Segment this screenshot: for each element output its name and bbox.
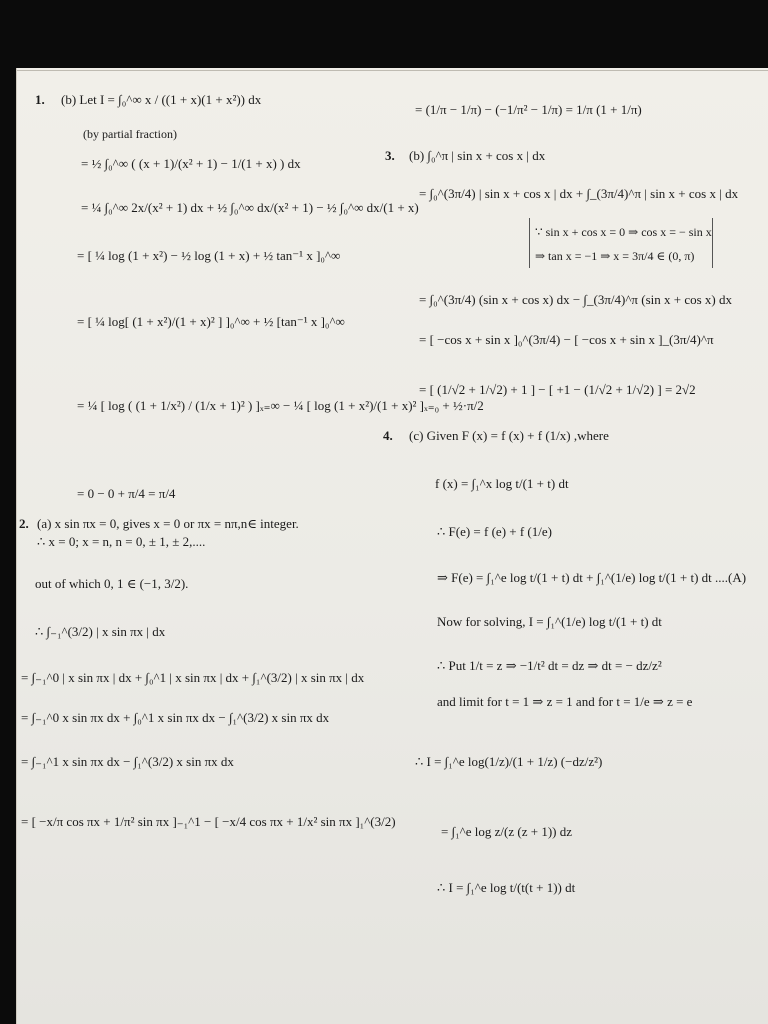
q1b-step-2: = ¼ ∫₀^∞ 2x/(x² + 1) dx + ½ ∫₀^∞ dx/(x² + 1) − ½ ∫₀^∞ dx/(1 + x) <box>81 200 419 215</box>
q1b-result: = 0 − 0 + π/4 = π/4 <box>77 486 176 501</box>
q3b-statement: (b) ∫₀^π | sin x + cos x | dx <box>409 148 546 163</box>
q3b-result: = [ (1/√2 + 1/√2) + 1 ] − [ +1 − (1/√2 + 1/√2) ] = 2√2 <box>419 382 696 397</box>
q3b-step-2: = ∫₀^(3π/4) (sin x + cos x) dx − ∫_(3π/4)^π (sin x + cos x) dx <box>419 292 732 307</box>
q3b-note-line-1: ∵ sin x + cos x = 0 ⇒ cos x = − sin x <box>535 225 712 239</box>
question-number-4: 4. <box>383 428 393 443</box>
q4c-statement: (c) Given F (x) = f (x) + f (1/x) ,where <box>409 428 609 443</box>
q1b-statement: (b) Let I = ∫₀^∞ x / ((1 + x)(1 + x²)) dx <box>61 92 262 107</box>
q2a-step-3: = ∫₋₁^1 x sin πx dx − ∫₁^(3/2) x sin πx dx <box>21 754 234 769</box>
q2a-step-4: = [ −x/π cos πx + 1/π² sin πx ]₋₁^1 − [ −x/4 cos πx + 1/x² sin πx ]₁^(3/2) <box>21 814 396 829</box>
q4c-result: ∴ I = ∫₁^e log t/(t(t + 1)) dt <box>437 880 576 895</box>
q4c-step-5: = ∫₁^e log z/(z (z + 1)) dz <box>441 824 572 839</box>
q2a-integral: ∴ ∫₋₁^(3/2) | x sin πx | dx <box>35 624 166 639</box>
question-number-3: 3. <box>385 148 395 163</box>
q3b-note-line-2: ⇒ tan x = −1 ⇒ x = 3π/4 ∈ (0, π) <box>535 249 695 263</box>
q2a-step-2: = ∫₋₁^0 x sin πx dx + ∫₀^1 x sin πx dx − ∫₁^(3/2) x sin πx dx <box>21 710 330 725</box>
q4c-definition: f (x) = ∫₁^x log t/(1 + t) dt <box>435 476 569 491</box>
scanned-page <box>16 68 768 1024</box>
q1b-step-1: = ½ ∫₀^∞ ( (x + 1)/(x² + 1) − 1/(1 + x) ) dx <box>81 156 301 171</box>
q1b-continued: = (1/π − 1/π) − (−1/π² − 1/π) = 1/π (1 + 1/π) <box>415 102 642 117</box>
page-top-rule <box>17 70 768 71</box>
q4c-step-2: ⇒ F(e) = ∫₁^e log t/(1 + t) dt + ∫₁^(1/e) log t/(1 + t) dt ....(A) <box>437 570 747 585</box>
q3b-step-1: = ∫₀^(3π/4) | sin x + cos x | dx + ∫_(3π/4)^π | sin x + cos x | dx <box>419 186 739 201</box>
q2a-statement: (a) x sin πx = 0, gives x = 0 or πx = nπ,n∈ integer. <box>37 516 299 531</box>
q4c-step-3: Now for solving, I = ∫₁^(1/e) log t/(1 + t) dt <box>437 614 662 629</box>
q4c-substitution: ∴ Put 1/t = z ⇒ −1/t² dt = dz ⇒ dt = − dz/z² <box>437 658 662 673</box>
q1b-step-4: = [ ¼ log[ (1 + x²)/(1 + x)² ] ]₀^∞ + ½ [tan⁻¹ x ]₀^∞ <box>77 314 345 329</box>
q3b-step-3: = [ −cos x + sin x ]₀^(3π/4) − [ −cos x + sin x ]_(3π/4)^π <box>419 332 714 347</box>
q1b-step-3: = [ ¼ log (1 + x²) − ½ log (1 + x) + ½ tan⁻¹ x ]₀^∞ <box>77 248 341 263</box>
q2a-step-1: = ∫₋₁^0 | x sin πx | dx + ∫₀^1 | x sin πx | dx + ∫₁^(3/2) | x sin πx | dx <box>21 670 365 685</box>
question-number-2: 2. <box>19 516 29 531</box>
q4c-limits: and limit for t = 1 ⇒ z = 1 and for t = 1/e ⇒ z = e <box>437 694 693 709</box>
q4c-step-1: ∴ F(e) = f (e) + f (1/e) <box>437 524 552 539</box>
question-number-1: 1. <box>35 92 45 107</box>
q2a-roots: ∴ x = 0; x = n, n = 0, ± 1, ± 2,.... <box>37 534 206 549</box>
q1b-method-note: (by partial fraction) <box>83 127 177 141</box>
q4c-step-4: ∴ I = ∫₁^e log(1/z)/(1 + 1/z) (−dz/z²) <box>415 754 603 769</box>
q1b-step-5: = ¼ [ log ( (1 + 1/x²) / (1/x + 1)² ) ]ₓ₌∞ − ¼ [ log (1 + x²)/(1 + x)² ]ₓ₌₀ + ½·π/2 <box>77 398 484 413</box>
q2a-interval: out of which 0, 1 ∈ (−1, 3/2). <box>35 576 189 591</box>
